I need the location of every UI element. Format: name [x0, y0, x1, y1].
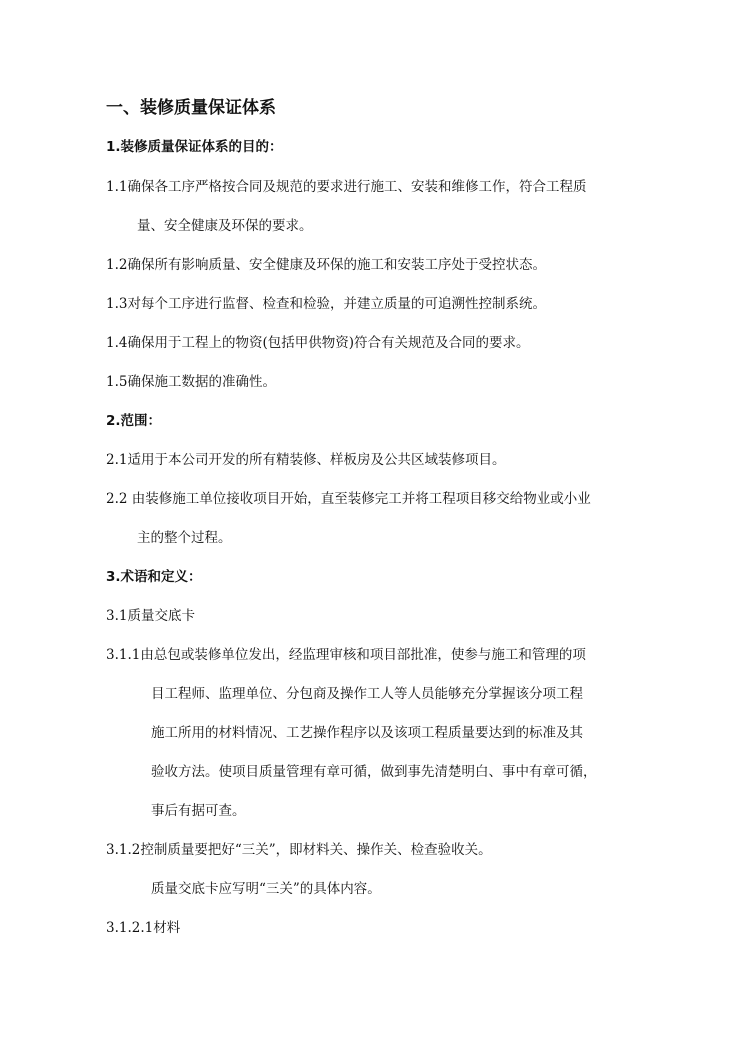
paragraph-3-1-1-cont-4: 事后有据可查。: [151, 803, 246, 819]
section-heading-scope: 2.范围：: [106, 413, 162, 429]
paragraph-1-3: 1.3对每个工序进行监督、检查和检验，并建立质量的可追溯性控制系统。: [106, 296, 546, 312]
paragraph-2-2: 2.2 由装修施工单位接收项目开始，直至装修完工并将工程项目移交给物业或小业: [106, 491, 591, 507]
paragraph-3-1: 3.1质量交底卡: [106, 608, 195, 624]
section-heading-terms: 3.术语和定义：: [106, 569, 202, 585]
paragraph-2-2-cont: 主的整个过程。: [137, 530, 232, 546]
paragraph-3-1-1-cont-1: 目工程师、监理单位、分包商及操作工人等人员能够充分掌握该分项工程: [151, 686, 583, 702]
paragraph-3-1-2-cont: 质量交底卡应写明“三关”的具体内容。: [151, 881, 381, 897]
document-title: 一、装修质量保证体系: [106, 98, 276, 118]
paragraph-3-1-1-cont-2: 施工所用的材料情况、工艺操作程序以及该项工程质量要达到的标准及其: [151, 725, 583, 741]
paragraph-2-1: 2.1适用于本公司开发的所有精装修、样板房及公共区域装修项目。: [106, 452, 506, 468]
paragraph-1-2: 1.2确保所有影响质量、安全健康及环保的施工和安装工序处于受控状态。: [106, 257, 546, 273]
paragraph-3-1-2-1: 3.1.2.1材料: [106, 920, 181, 936]
paragraph-1-1-cont: 量、安全健康及环保的要求。: [137, 218, 313, 234]
paragraph-3-1-1-cont-3: 验收方法。使项目质量管理有章可循，做到事先清楚明白、事中有章可循，: [151, 764, 597, 780]
paragraph-1-4: 1.4确保用于工程上的物资(包括甲供物资)符合有关规范及合同的要求。: [106, 335, 530, 351]
section-heading-purpose: 1.装修质量保证体系的目的：: [106, 139, 283, 155]
paragraph-3-1-1: 3.1.1由总包或装修单位发出，经监理审核和项目部批准，使参与施工和管理的项: [106, 647, 586, 663]
paragraph-1-1: 1.1确保各工序严格按合同及规范的要求进行施工、安装和维修工作，符合工程质: [106, 179, 587, 195]
paragraph-3-1-2: 3.1.2控制质量要把好“三关”，即材料关、操作关、检查验收关。: [106, 842, 492, 858]
paragraph-1-5: 1.5确保施工数据的准确性。: [106, 374, 276, 390]
